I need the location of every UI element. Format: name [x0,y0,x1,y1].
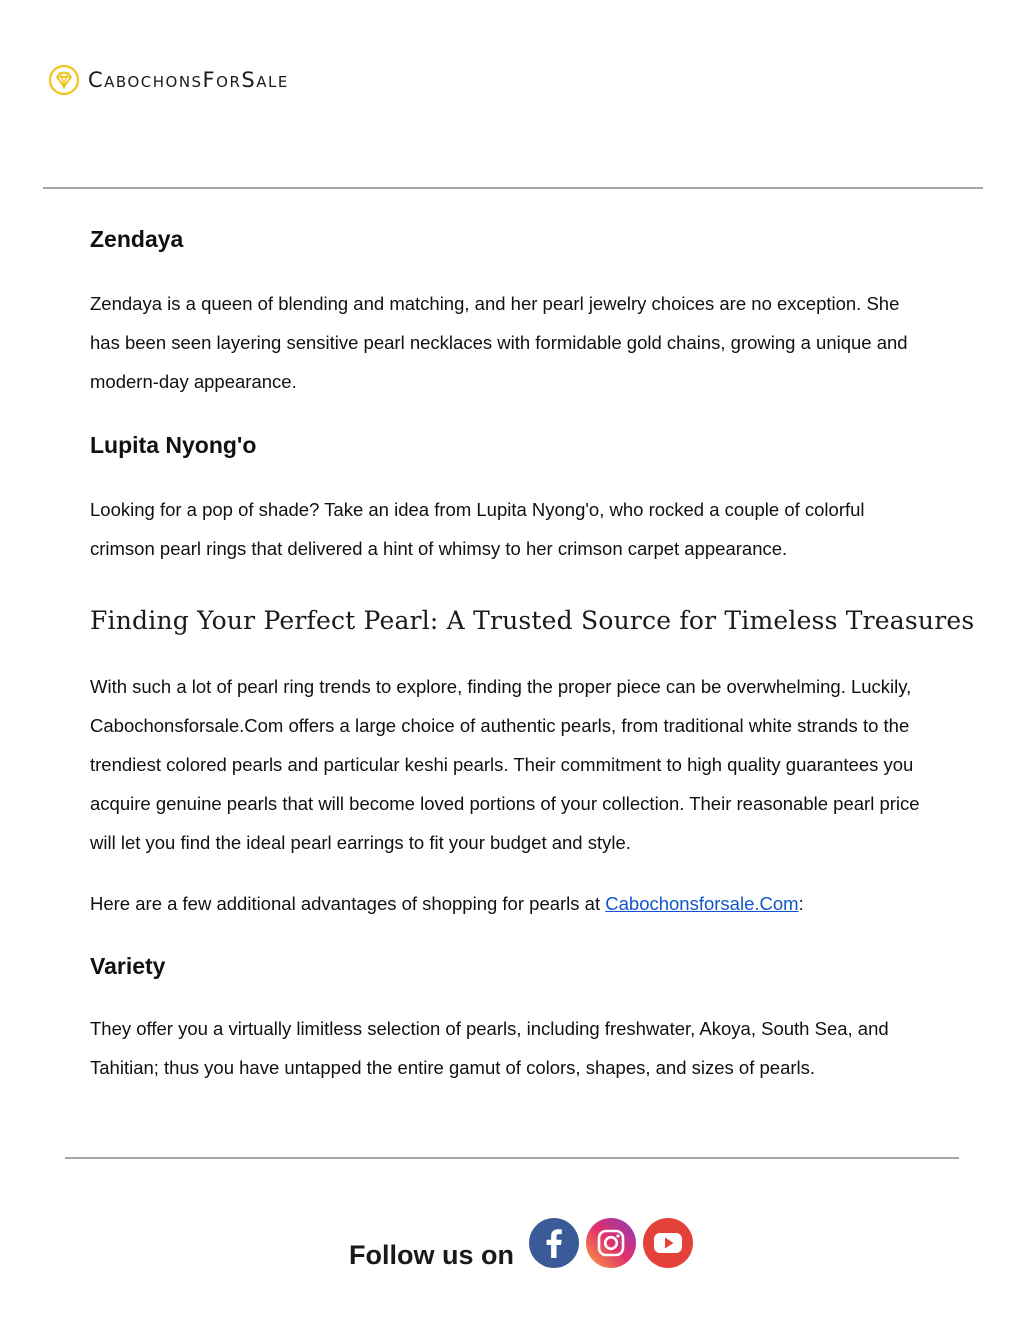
youtube-icon [643,1218,693,1268]
section-heading-variety: Variety [90,953,166,979]
text-line: acquire genuine pearls that will become loved portions of your collection. Their reasonable pearl price [90,793,920,814]
advantages-suffix: : [798,893,804,914]
text-line: crimson pearl rings that delivered a hint of whimsy to her crimson carpet appearance. [90,538,788,559]
advantages-intro: Here are a few additional advantages of shopping for pearls at [90,893,606,914]
text-line: has been seen layering sensitive pearl necklaces with formidable gold chains, growing a unique and [90,332,908,353]
paragraph-advantages [90,884,1000,923]
paragraph-variety [90,1009,1000,1087]
section-heading-zendaya: Zendaya [90,226,184,252]
section-heading-lupita: Lupita Nyong'o [90,432,257,458]
text-line: modern-day appearance. [90,371,297,392]
text-line: Cabochonsforsale.Com offers a large choice of authentic pearls, from traditional white strands to the [90,715,910,736]
text-line: will let you find the ideal pearl earrings to fit your budget and style. [90,832,631,853]
facebook-button[interactable] [529,1218,579,1268]
text-line: Tahitian; thus you have untapped the entire gamut of colors, shapes, and sizes of pearls. [90,1057,816,1078]
diamond-logo-icon [48,64,80,96]
cabochonsforsale-link[interactable]: Cabochonsforsale.Com [605,893,799,914]
facebook-icon [529,1218,579,1268]
text-line: trendiest colored pearls and particular keshi pearls. Their commitment to high quality guarantees you [90,754,914,775]
instagram-button[interactable] [586,1218,636,1268]
text-line: Zendaya is a queen of blending and matching, and her pearl jewelry choices are no exception. She [90,293,900,314]
youtube-button[interactable] [643,1218,693,1268]
section-heading-finding-pearl: Finding Your Perfect Pearl: A Trusted Source for Timeless Treasures [90,606,975,635]
paragraph-lupita [90,490,1000,568]
text-line: Looking for a pop of shade? Take an idea from Lupita Nyong'o, who rocked a couple of colorful [90,499,865,520]
brand-logo[interactable] [48,64,289,96]
follow-us-label: Follow us on [349,1240,514,1270]
footer-divider [65,1157,959,1159]
paragraph-finding-pearl [90,667,1000,862]
text-line: They offer you a virtually limitless selection of pearls, including freshwater, Akoya, South Sea, and [90,1018,889,1039]
paragraph-zendaya [90,284,1000,401]
header-divider [43,187,983,189]
brand-name: CabochonsForSale [88,68,289,92]
instagram-icon [586,1218,636,1268]
text-line: With such a lot of pearl ring trends to explore, finding the proper piece can be overwhelming. Luckily, [90,676,912,697]
